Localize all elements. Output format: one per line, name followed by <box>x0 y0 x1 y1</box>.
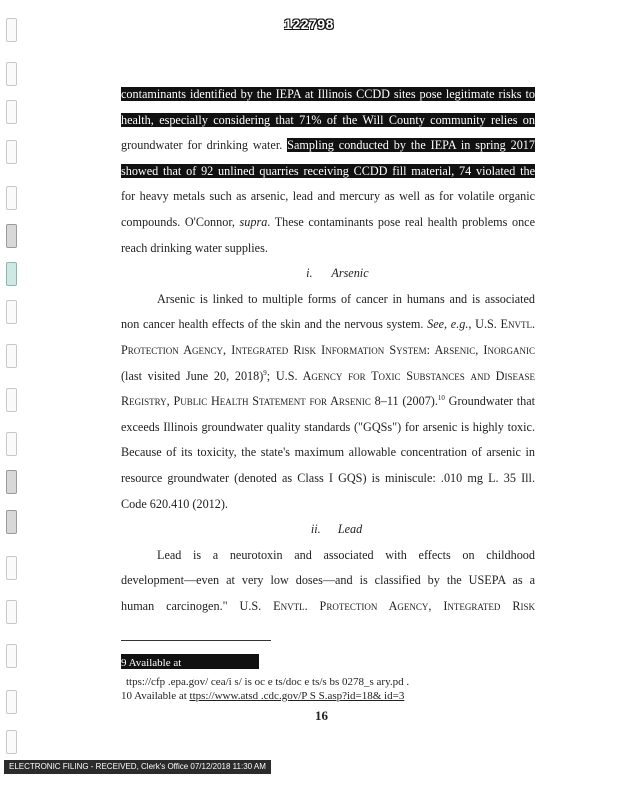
text-segment: , U.S. Envtl. <box>468 317 535 332</box>
text-line: for heavy metals such as arsenic, lead and mercury as well as for volatile organic <box>121 189 535 204</box>
text-segment: Registry, Public Health Statement for Arsenic 8–11 (2007). <box>121 394 438 409</box>
footnote-10 <box>121 690 404 703</box>
text-line <box>121 210 535 236</box>
text-segment: non cancer health effects of the skin and the nervous system. <box>121 317 428 332</box>
binder-hole <box>6 344 17 368</box>
text-line: resource groundwater (denoted as Class I GQS) is miniscule: .010 mg L. 35 Ill. <box>121 470 535 485</box>
binder-hole <box>6 388 17 412</box>
heading-number: ii. <box>310 522 321 537</box>
section-heading-lead <box>121 517 535 543</box>
text-line: exceeds Illinois groundwater quality standards ("GQSs") for arsenic is highly toxic. <box>121 419 535 434</box>
binder-hole <box>6 100 17 124</box>
text-segment: See, e.g. <box>427 317 469 332</box>
section-heading-arsenic <box>121 261 535 287</box>
text-line: Protection Agency, Integrated Risk Information System: Arsenic, Inorganic <box>121 342 535 357</box>
page-number: 16 <box>315 708 328 723</box>
text-segment: supra <box>239 214 268 229</box>
binder-hole <box>6 470 17 494</box>
binder-hole <box>6 510 17 534</box>
text-line <box>121 389 535 415</box>
footnote-9-label: 9 Available at <box>121 657 182 669</box>
highlighted-text: contaminants identified by the IEPA at Illinois CCDD sites pose legitimate risks to <box>121 87 535 108</box>
heading-number: i. <box>306 266 313 281</box>
footnote-ref: 10 <box>437 394 445 403</box>
text-segment: compounds. O'Connor, <box>121 214 240 229</box>
filing-stamp: ELECTRONIC FILING - RECEIVED, Clerk's Office 07/12/2018 11:30 AM <box>4 760 271 774</box>
text-line: Arsenic is linked to multiple forms of cancer in humans and is associated <box>157 291 535 306</box>
binder-hole <box>6 224 17 248</box>
binder-hole <box>6 600 17 624</box>
text-segment: groundwater for drinking water. <box>121 138 283 153</box>
text-line: Because of its toxicity, the state's maximum allowable concentration of arsenic in <box>121 445 535 460</box>
binder-hole <box>6 690 17 714</box>
binder-hole <box>6 62 17 86</box>
text-line <box>121 108 535 134</box>
binder-hole <box>6 432 17 456</box>
document-number: 122798 <box>284 16 334 32</box>
binder-hole <box>6 140 17 164</box>
text-segment: human carcinogen." <box>121 598 240 613</box>
text-line <box>121 312 535 338</box>
text-segment: (last visited June 20, 2018) <box>121 368 264 383</box>
heading-title: Lead <box>337 522 363 537</box>
highlighted-text: showed that of 92 unlined quarries receiving CCDD fill material, 74 violated the <box>121 164 535 185</box>
footnote-10-url[interactable]: ttps://www.atsd .cdc.gov/P S S.asp?id=18& id=3 <box>189 690 405 702</box>
text-line <box>121 364 535 390</box>
body-text <box>121 82 535 619</box>
text-line <box>121 82 535 108</box>
binder-hole <box>6 262 17 286</box>
text-segment: U.S. Envtl. Protection Agency, Integrated Risk <box>239 598 535 613</box>
text-segment: ; U.S. Agency for Toxic Substances and Disease <box>266 368 535 383</box>
binder-hole <box>6 186 17 210</box>
text-line <box>121 133 535 159</box>
binder-hole <box>6 730 17 754</box>
footnote-divider <box>121 640 271 641</box>
binder-hole-strip <box>0 0 22 800</box>
binder-hole <box>6 644 17 668</box>
text-segment: . These contaminants pose real health problems once <box>267 214 535 229</box>
binder-hole <box>6 300 17 324</box>
text-line <box>121 594 535 620</box>
footnote-10-label: 10 Available at <box>121 690 190 702</box>
text-line: Code 620.410 (2012). <box>121 496 228 511</box>
text-line: reach drinking water supplies. <box>121 240 268 255</box>
binder-hole <box>6 556 17 580</box>
footnote-ref: 9 <box>263 368 267 377</box>
text-line <box>121 159 535 185</box>
footnote-9-url[interactable]: ttps://cfp .epa.gov/ cea/i s/ is oc e ts/doc e ts/s bs 0278_s ary.pd . <box>126 676 410 688</box>
heading-title: Arsenic <box>331 266 369 281</box>
text-line: development—even at very low doses—and is classified by the USEPA as a <box>121 573 535 588</box>
text-segment: Groundwater that <box>444 394 535 409</box>
highlighted-text: health, especially considering that 71% of the Will County community relies on <box>121 112 535 127</box>
text-line: Lead is a neurotoxin and associated with effects on childhood <box>157 547 535 562</box>
highlighted-text: Sampling conducted by the IEPA in spring 2017 <box>287 138 535 153</box>
